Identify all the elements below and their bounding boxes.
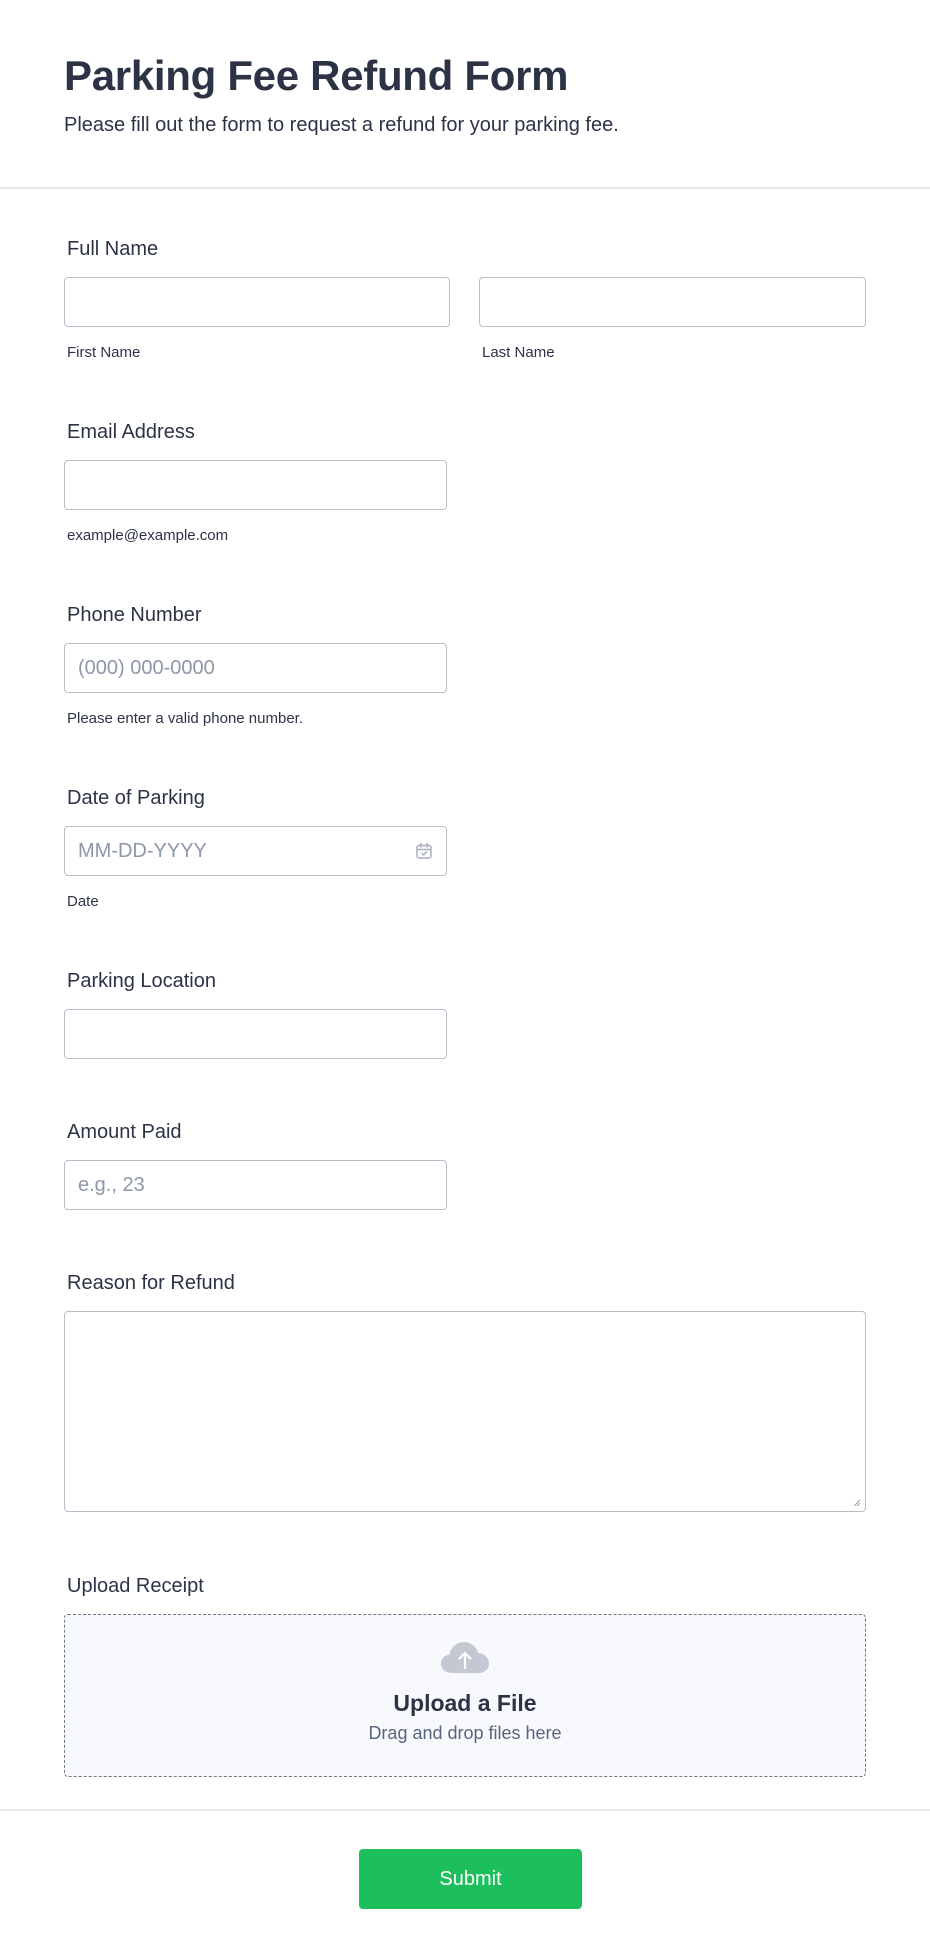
location-input[interactable] [64,1009,447,1059]
submit-button[interactable]: Submit [359,1849,582,1909]
last-name-sublabel: Last Name [482,344,555,361]
phone-sublabel: Please enter a valid phone number. [67,710,303,727]
date-placeholder: MM-DD-YYYY [78,840,207,862]
resize-grip-icon[interactable] [852,1498,861,1507]
reason-label: Reason for Refund [67,1272,235,1294]
calendar-icon[interactable] [415,842,433,860]
upload-title: Upload a File [393,1690,537,1716]
receipt-label: Upload Receipt [67,1575,204,1597]
first-name-input[interactable] [64,277,450,327]
form-header [0,0,930,189]
reason-textarea[interactable] [64,1311,866,1512]
phone-input[interactable]: (000) 000-0000 [64,643,447,693]
amount-label: Amount Paid [67,1121,182,1143]
first-name-sublabel: First Name [67,344,141,361]
form-footer [0,1809,930,1958]
amount-input[interactable]: e.g., 23 [64,1160,447,1210]
full-name-label: Full Name [67,238,159,260]
location-label: Parking Location [67,970,216,992]
date-sublabel: Date [67,893,99,910]
email-sublabel: example@example.com [67,527,229,544]
email-input[interactable] [64,460,447,510]
cloud-upload-icon [440,1640,490,1676]
last-name-input[interactable] [479,277,866,327]
upload-hint: Drag and drop files here [368,1723,562,1743]
date-input[interactable] [64,826,447,876]
upload-dropzone[interactable] [64,1614,866,1777]
page-subtitle: Please fill out the form to request a refund for your parking fee. [64,114,619,136]
refund-form [0,189,930,1809]
email-label: Email Address [67,421,195,443]
page-title: Parking Fee Refund Form [64,52,569,99]
date-label: Date of Parking [67,787,205,809]
phone-label: Phone Number [67,604,202,626]
